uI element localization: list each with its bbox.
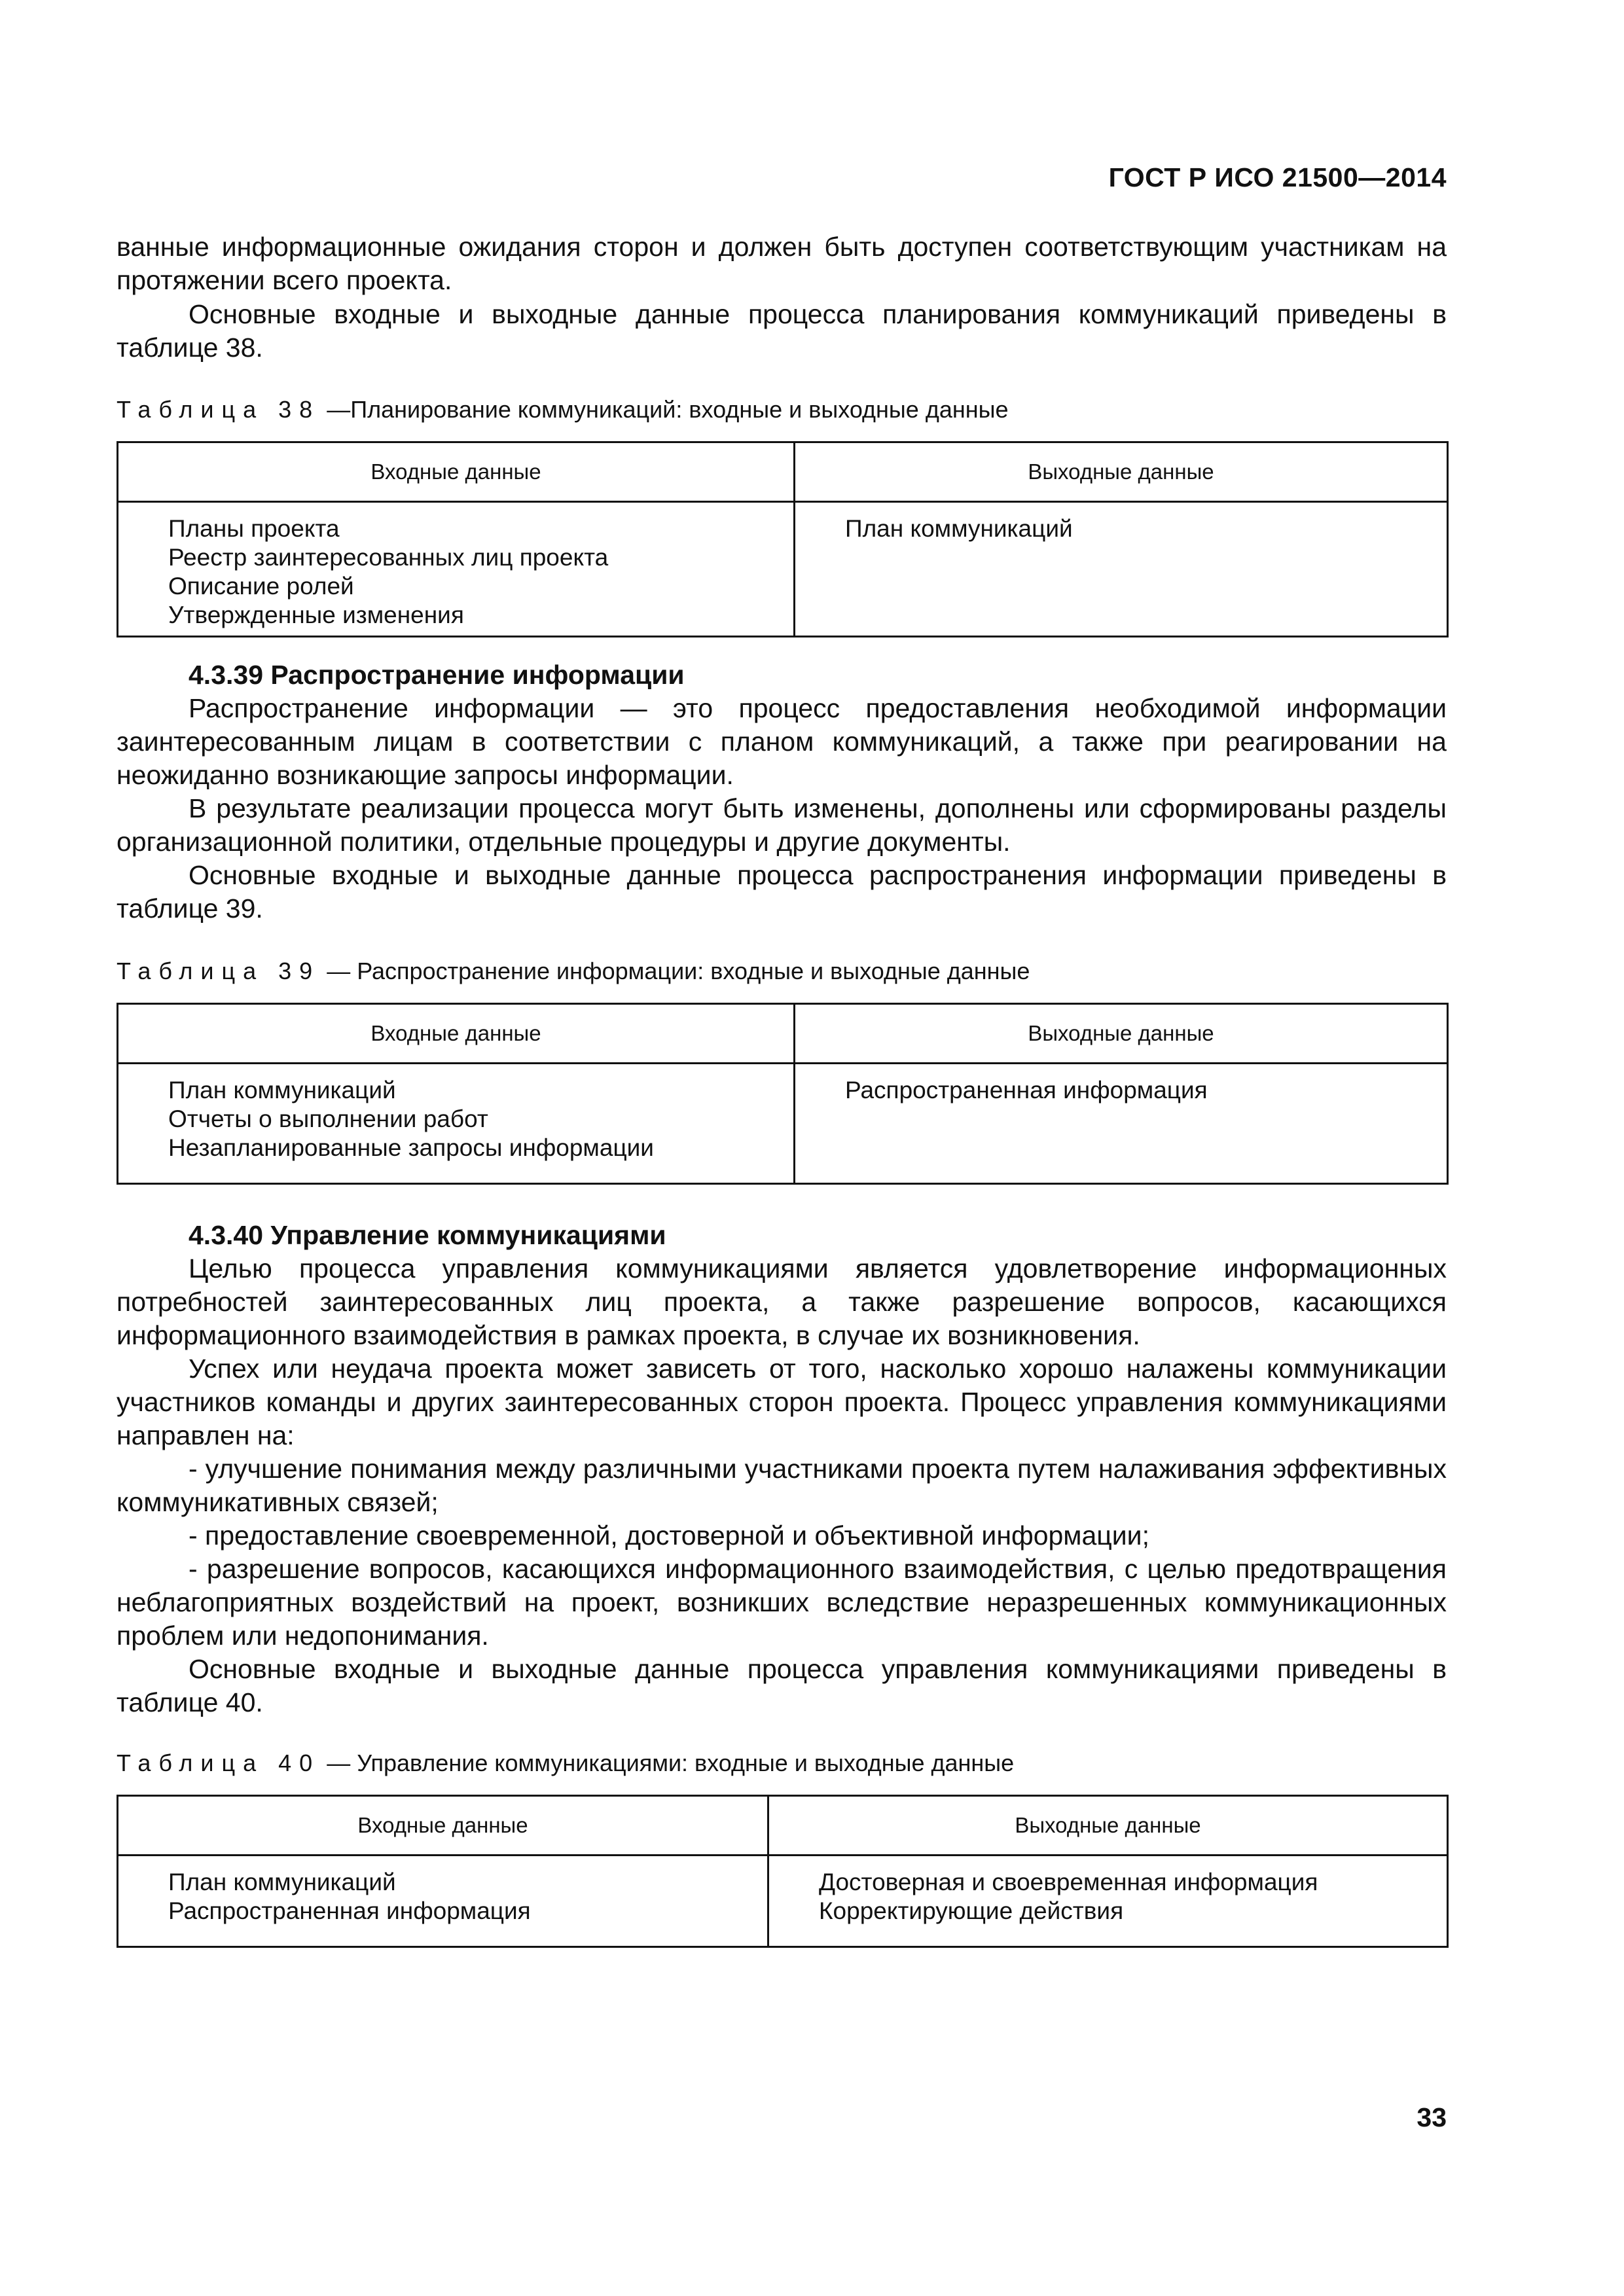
table-40-input-item: Распространенная информация: [168, 1897, 531, 1924]
table-40-caption: [117, 1749, 1014, 1778]
table-38-label: Таблица 38: [117, 396, 321, 423]
table-40-inputs-cell: [118, 1856, 768, 1947]
table-40-col-inputs: Входные данные: [118, 1796, 768, 1856]
table-40-output-item: Корректирующие действия: [819, 1897, 1124, 1924]
paragraph-management-goal: Целью процесса управления коммуникациями является удовлетворение информационных потребностей заинтересованных лиц проекта, а также разрешение вопросов, касающихся информационного взаимодействия в рамках проекта, в случае их возникновения.: [117, 1253, 1447, 1350]
table-40-title: — Управление коммуникациями: входные и выходные данные: [320, 1749, 1015, 1776]
table-39-caption: [117, 957, 1030, 986]
paragraph-success-factors: Успех или неудача проекта может зависеть от того, насколько хорошо налажены коммуникации участников команды и других заинтересованных сторон проекта. Процесс управления коммуникациями направлен на:: [117, 1354, 1447, 1450]
page-number: 33: [1416, 2102, 1447, 2132]
table-39-title: — Распространение информации: входные и выходные данные: [320, 958, 1030, 984]
paragraph-distribution-definition: Распространение информации — это процесс предоставления необходимой информации заинтересованным лицам в соответствии с планом коммуникаций, а также при реагировании на неожиданно возникающие запросы информации.: [117, 693, 1447, 790]
table-38-outputs-cell: [795, 502, 1448, 637]
table-38: [117, 441, 1449, 637]
table-39-inputs-cell: [118, 1064, 795, 1184]
table-39-col-outputs: Выходные данные: [795, 1004, 1448, 1064]
table-40-outputs-cell: [768, 1856, 1448, 1947]
table-39-label: Таблица 39: [117, 958, 321, 984]
table-38-input-item: Реестр заинтересованных лиц проекта: [168, 544, 609, 571]
table-40-output-item: Достоверная и своевременная информация: [819, 1869, 1318, 1895]
list-item-issue-resolution: - разрешение вопросов, касающихся информационного взаимодействия, с целью предотвращения неблагоприятных воздействий на проект, возникших вследствие неразрешенных коммуникационных проблем или недопонимания.: [117, 1554, 1447, 1651]
table-39-input-item: Отчеты о выполнении работ: [168, 1105, 488, 1132]
table-38-title: —Планирование коммуникаций: входные и выходные данные: [320, 396, 1009, 423]
table-40-label: Таблица 40: [117, 1749, 321, 1776]
paragraph-table39-reference: Основные входные и выходные данные процесса распространения информации приведены в таблице 39.: [117, 860, 1447, 924]
table-40: [117, 1795, 1449, 1948]
section-heading-4-3-40: 4.3.40 Управление коммуникациями: [189, 1220, 666, 1250]
table-38-header-row: [118, 442, 1448, 502]
table-38-caption: [117, 395, 1009, 424]
standard-designation: ГОСТ Р ИСО 21500—2014: [1108, 162, 1447, 192]
paragraph-distribution-result: В результате реализации процесса могут быть изменены, дополнены или сформированы разделы организационной политики, отдельные процедуры и другие документы.: [117, 793, 1447, 857]
table-39-outputs-cell: [795, 1064, 1448, 1184]
table-38-inputs-cell: [118, 502, 795, 637]
table-39-col-inputs: Входные данные: [118, 1004, 795, 1064]
table-39: [117, 1003, 1449, 1185]
list-item-information: - предоставление своевременной, достоверной и объективной информации;: [189, 1520, 1149, 1551]
table-39-body-row: [118, 1064, 1448, 1184]
document-page: [117, 0, 1447, 2296]
table-39-input-item: Незапланированные запросы информации: [168, 1134, 654, 1161]
table-38-col-inputs: Входные данные: [118, 442, 795, 502]
table-38-input-item: Описание ролей: [168, 573, 354, 600]
paragraph-table38-reference: Основные входные и выходные данные процесса планирования коммуникаций приведены в таблице 38.: [117, 299, 1447, 363]
table-38-col-outputs: Выходные данные: [795, 442, 1448, 502]
table-39-header-row: [118, 1004, 1448, 1064]
table-38-output-item: План коммуникаций: [845, 515, 1073, 542]
table-40-input-item: План коммуникаций: [168, 1869, 396, 1895]
table-40-header-row: [118, 1796, 1448, 1856]
table-38-input-item: Планы проекта: [168, 515, 340, 542]
table-39-output-item: Распространенная информация: [845, 1077, 1208, 1103]
paragraph-continuation: ванные информационные ожидания сторон и должен быть доступен соответствующим участникам на протяжении всего проекта.: [117, 232, 1447, 295]
list-item-understanding: - улучшение понимания между различными участниками проекта путем налаживания эффективных коммуникативных связей;: [117, 1454, 1447, 1517]
table-38-body-row: [118, 502, 1448, 637]
table-40-col-outputs: Выходные данные: [768, 1796, 1448, 1856]
section-heading-4-3-39: 4.3.39 Распространение информации: [189, 660, 685, 690]
table-40-body-row: [118, 1856, 1448, 1947]
table-38-input-item: Утвержденные изменения: [168, 601, 464, 628]
paragraph-table40-reference: Основные входные и выходные данные процесса управления коммуникациями приведены в таблице 40.: [117, 1654, 1447, 1717]
table-39-input-item: План коммуникаций: [168, 1077, 396, 1103]
